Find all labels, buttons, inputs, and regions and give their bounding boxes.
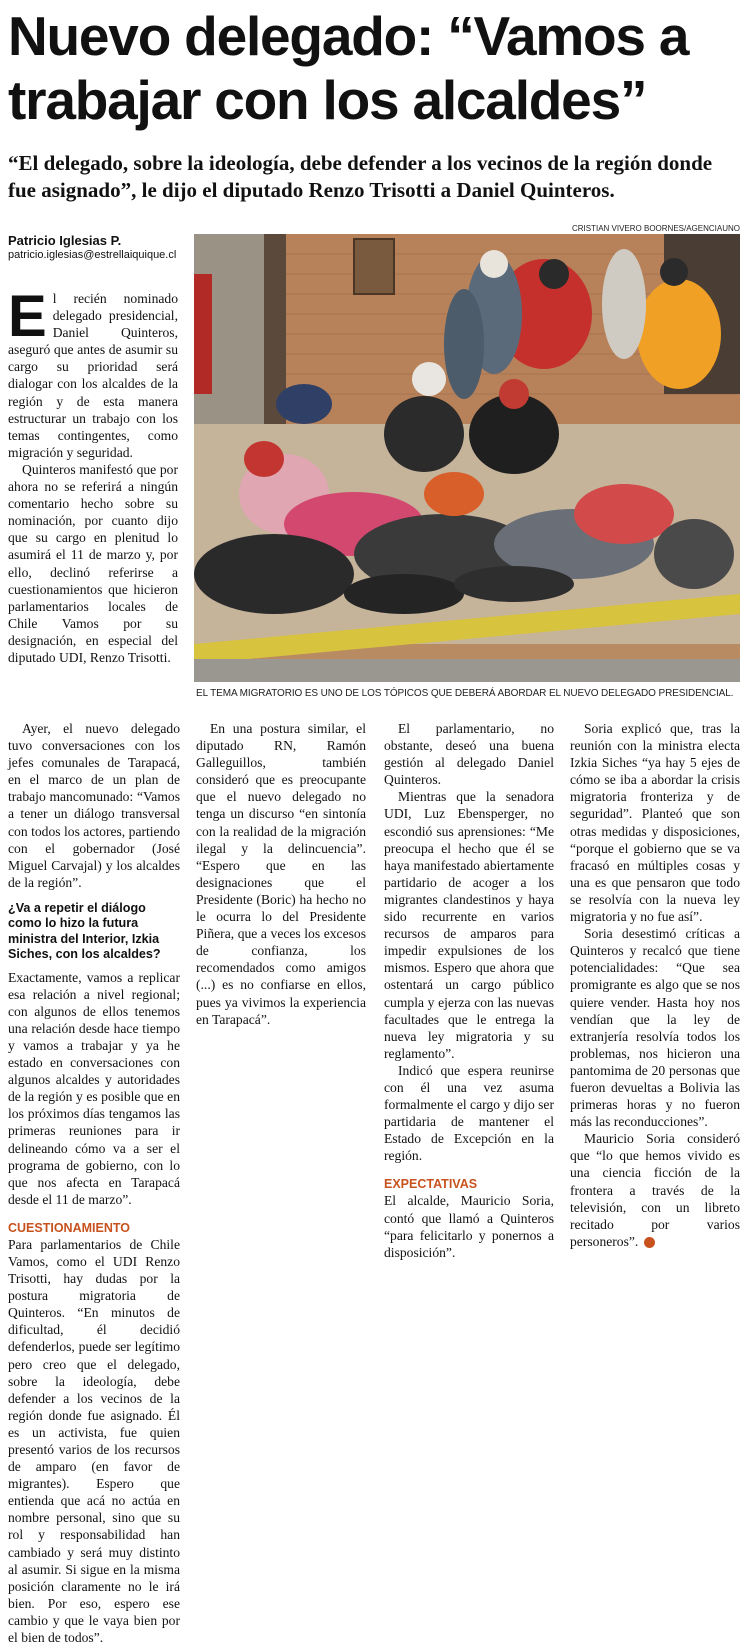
end-of-article-icon: ✪ [644, 1237, 655, 1248]
photo-credit: CRISTIAN VIVERO BOORNES/AGENCIAUNO [571, 224, 740, 233]
article-paragraph [570, 1130, 740, 1250]
article-paragraph-text: Mauricio Soria consideró que “lo que hemos vivido es una ciencia ficción de la frontera a través de la televisión, con un libreto recitado por varios personeros”. [570, 1131, 740, 1249]
standfirst [8, 150, 740, 204]
headline: Nuevo delegado: “Vamos a trabajar con los alcaldes” [8, 5, 689, 131]
article-paragraph [8, 284, 178, 461]
news-photo [194, 234, 740, 682]
article-paragraph: Exactamente, vamos a replicar esa relación a nivel regional; con algunos de ellos tenemos una relación desde hace tiempo y vamos a trabajar y ya he estado en conversaciones con algunos alcaldes y autoridades de la región y es posible que en los próximos días tengamos las primeras reuniones para ir delineando cómo va a ser el programa de gobierno, con lo que nos afecta en Tarapacá desde el 11 de marzo”. [8, 969, 180, 1207]
section-subhead: CUESTIONAMIENTO [8, 1220, 130, 1235]
article-paragraph: Para parlamentarios de Chile Vamos, como el UDI Renzo Trisotti, hay dudas por la postura migratoria de Quinteros. “En minutos de dificultad, él decidió defenderlos, puede ser legítimo pero creo que el delegado, sobre la ideología, debe defender a los vecinos de la región donde fue asignado. Él es un activista, fue quien presentó varios de los recursos de amparo (en favor de migrantes). Espero que entienda que acá no actúa en nombre personal, sino que su rol y responsabilidad han cambiado y será muy distinto al asumir. Si sigue en la misma posición claramente no le irá bien. Por eso, espero ese cambio y que le vaya bien por el bien de todos”. [8, 1236, 180, 1646]
drop-cap: E [8, 284, 47, 349]
article-column-3 [384, 720, 554, 1261]
article-column-2 [196, 720, 366, 1028]
article-column-4 [570, 720, 740, 1250]
byline [8, 233, 188, 262]
article-paragraph: Soria desestimó críticas a Quinteros y recalcó que tiene potencialidades: “Que sea promigrante es algo que se nos quiere vender. Hasta hoy nos vendían que la ley de extranjería resolvía todos los problemas, nos hicieron una pantomima de 20 personas que fueron devueltas a Bolivia las primeras horas y no fueron más las reconducciones”. [570, 926, 740, 1130]
section-subhead: EXPECTATIVAS [384, 1177, 478, 1192]
article-paragraph: Mientras que la senadora UDI, Luz Ebensperger, no escondió sus aprensiones: “Me preocupa el hecho que él se haya manifestado abiertamente partidario de acoger a los migrantes clandestinos y haya sido recurrente en varios recursos de amparos para impedir expulsiones de los mismos. Espero que ahora que ostentará un cargo público cumpla y ejerza con las nuevas facultades que le entrega la nueva ley migratoria y su reglamento”. [384, 789, 554, 1061]
photo-caption: EL TEMA MIGRATORIO ES UNO DE LOS TÓPICOS QUE DEBERÁ ABORDAR EL NUEVO DELEGADO PRESIDENCIAL. [196, 688, 734, 699]
author-email: patricio.iglesias@estrellaiquique.cl [8, 249, 177, 261]
article-paragraph: Quinteros manifestó que por ahora no se referirá a ningún comentario hecho sobre su nominación, por cuanto dijo que su cargo en plenitud lo asumirá el 11 de marzo y, por ello, declinó referirse a cuestionamientos que hicieron parlamentarios locales de Chile Vamos por su designación, en especial del diputado UDI, Renzo Trisotti. [8, 461, 178, 665]
article-column-1 [8, 720, 180, 1646]
article-column-1-top [8, 284, 178, 666]
article-paragraph: El parlamentario, no obstante, deseó una buena gestión al delegado Daniel Quinteros. [384, 721, 554, 788]
standfirst-text: “El delegado, sobre la ideología, debe defender a los vecinos de la región donde fue asignado”, le dijo el diputado Renzo Trisotti a Daniel Quinteros. [8, 151, 713, 202]
article-paragraph: Ayer, el nuevo delegado tuvo conversaciones con los jefes comunales de Tarapacá, en el marco de un plan de trabajo mancomunado: “Vamos a tener un diálogo transversal con todos los actores, partiendo con el gobernador (José Miguel Carvajal) y los alcaldes de la región”. [8, 721, 180, 890]
article-paragraph: Soria explicó que, tras la reunión con la ministra electa Izkia Siches “ya hay 5 ejes de cómo se iba a abordar la crisis migratoria fronteriza y de seguridad”. Planteó que son otras medidas y disposiciones, “porque el gobierno que se va fracasó en múltiples cosas y una es que pensaron que todo se resolvía con la nueva ley migratoria y no fue así”. [570, 721, 740, 925]
article-paragraph: En una postura similar, el diputado RN, Ramón Galleguillos, también consideró que es preocupante que el nuevo delegado no tenga un discurso “en sintonía con la realidad de la migración ilegal y la delincuencia”. “Espero que en las designaciones que el Presidente (Boric) ha hecho no le ocurra lo del Presidente Piñera, que a veces los excesos de confianza, los recomendados como amigos (...) es no confiarse en ellos, pues ya vivimos la experiencia en Tarapacá”. [196, 721, 366, 1027]
author-name: Patricio Iglesias P. [8, 233, 122, 248]
article-paragraph: El alcalde, Mauricio Soria, contó que llamó a Quinteros “para felicitarlo y ponernos a disposición”. [384, 1193, 554, 1260]
interview-question: ¿Va a repetir el diálogo como lo hizo la futura ministra del Interior, Izkia Siches, con los alcaldes? [8, 900, 161, 962]
photo-illustration [194, 234, 740, 682]
article-paragraph-text: l recién nominado delegado presidencial, Daniel Quinteros, aseguró que antes de asumir su cargo su prioridad será dialogar con los alcaldes de la región y de esta manera estructurar un trabajo con los temas contingentes, como migración y seguridad. [8, 291, 178, 460]
article-paragraph: Indicó que espera reunirse con él una vez asuma formalmente el cargo y dijo ser partidaria de mantener el Estado de Excepción en la región. [384, 1062, 554, 1164]
